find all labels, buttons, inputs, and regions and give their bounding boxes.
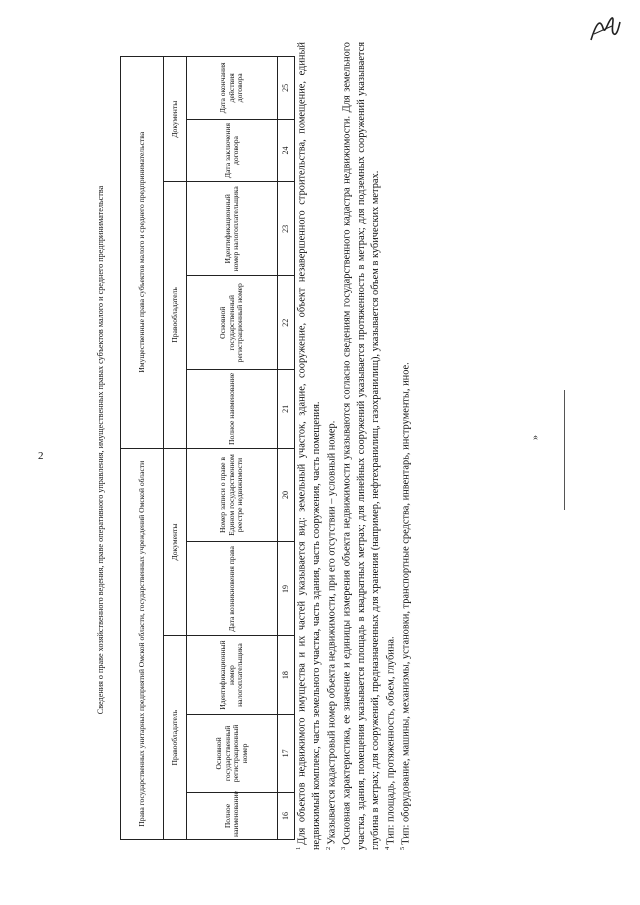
column-header: Номер записи о праве в Едином государственном реестре недвижимости [187,448,278,542]
column-header: Дата заключения договора [187,119,278,182]
column-header: Идентификационный номер налогоплательщика [187,182,278,276]
column-number: 18 [278,636,295,714]
footnote-mark: 3 [340,846,348,850]
footnote-text: Тип: площадь, протяженность, объем, глубина. [385,636,397,845]
column-number: 16 [278,793,295,840]
group-header-state: Права государственных унитарных предприятий Омской области, государственных учреждений Омской области [121,448,164,839]
column-number: 23 [278,182,295,276]
footnote-text: Основная характеристика, ее значение и единицы измерения объекта недвижимости указываются согласно сведениям государственного кадастра недвижимости. Для земельного участка, здания, помещения указывается площадь в квадратных метрах; для линейных сооружений указывается протяженность в метрах; для подземных сооружений указывается глубина в метрах; для сооружений, предназначенных для хранения (например, нефтехранилищ, газохранилищ), указывается объем в кубических метрах. [341,42,381,850]
sub-header-docs: Документы [164,57,187,182]
page-number: 2 [38,450,44,462]
footnote-text: Для объектов недвижимого имущества и их частей указывается вид: земельный участок, здание, сооружение, объект незавершенного строительства, помещение, единый недвижимый комплекс, часть земельного участка, часть здания, часть сооружения, часть помещения. [296,42,322,850]
footnote [295,42,324,850]
rights-table [120,56,295,840]
column-header: Основной государственный регистрационный номер [187,714,278,792]
group-header-sme: Имущественные права субъектов малого и среднего предпринимательства [121,57,164,449]
column-number: 19 [278,542,295,636]
column-header: Идентификационный номер налогоплательщика [187,636,278,714]
footnote-text: Тип: оборудование, машины, механизмы, установки, транспортные средства, инвентарь, инструменты, иное. [400,362,412,845]
footnote-mark: 4 [383,846,391,850]
rotated-content [70,30,610,870]
footnote [340,42,383,850]
closing-quote: » [530,435,541,440]
column-header: Полное наименование [187,370,278,448]
footnote-mark: 1 [295,846,302,850]
column-number: 17 [278,714,295,792]
column-header: Дата возникновения права [187,542,278,636]
column-header: Основной государственный регистрационный номер [187,276,278,370]
footnote-mark: 2 [324,846,332,850]
footnote-text: Указывается кадастровый номер объекта недвижимости, при его отсутствии – условный номер. [326,420,338,845]
sub-header-docs: Документы [164,448,187,636]
footnotes [295,42,415,850]
column-header: Полное наименование [187,793,278,840]
column-number: 20 [278,448,295,542]
column-number: 21 [278,370,295,448]
sub-header-holder: Правообладатель [164,636,187,840]
closing-rule [564,390,565,510]
footnote [399,42,414,850]
column-number: 22 [278,276,295,370]
column-number: 25 [278,57,295,120]
sub-header-holder: Правообладатель [164,182,187,448]
footnote [384,42,399,850]
column-number: 24 [278,119,295,182]
column-header: Дата окончания действия договора [187,57,278,120]
footnote [325,42,340,850]
caption: Сведения о праве хозяйственного ведения, праве оперативного управления, имущественных правах субъектов малого и среднего предпринимательства [96,185,105,715]
footnote-mark: 5 [399,846,407,850]
